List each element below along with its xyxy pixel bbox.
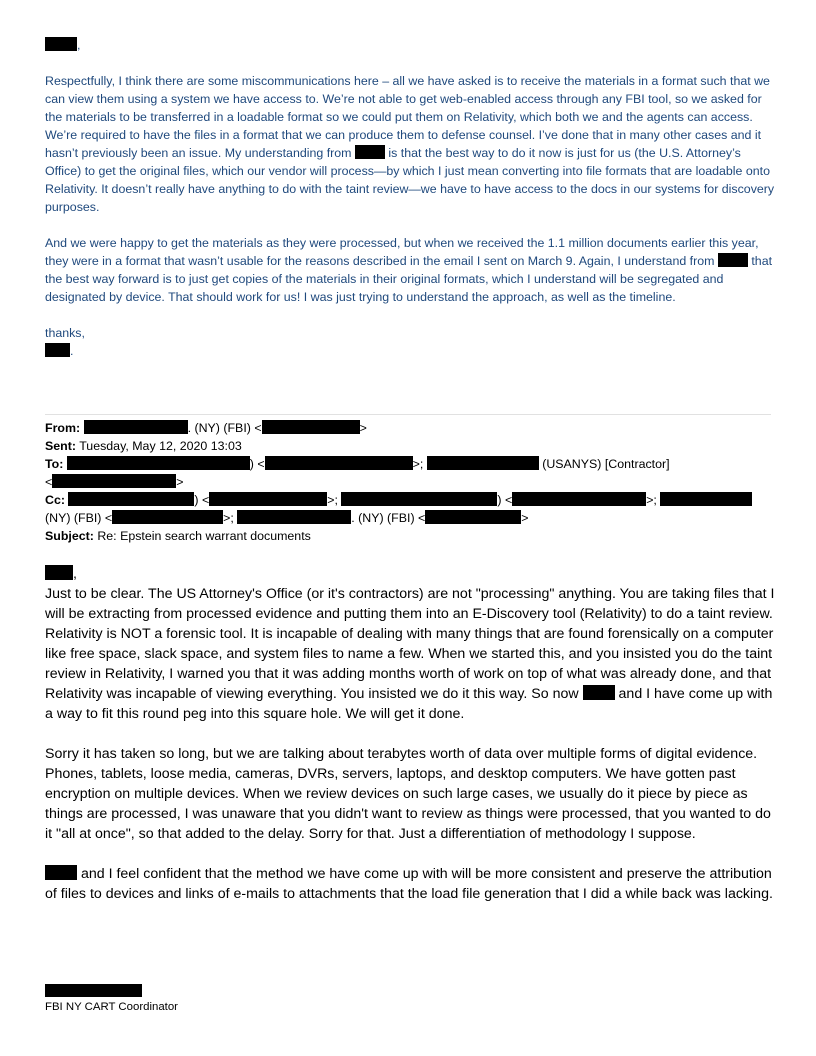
to-row: To: ) < >; (USANYS) [Contractor] <box>45 457 670 471</box>
separator-line <box>45 414 771 415</box>
original-paragraph-1: Just to be clear. The US Attorney's Office (or it's contractors) are not "processing" anything. You are taking files that I will be extracting from processed evidence and putting them into an E-Discovery tool (Relativity) to do a taint review. <box>45 586 775 622</box>
redaction-bar <box>67 456 250 470</box>
redaction-bar <box>265 456 413 470</box>
redaction-bar <box>512 492 646 506</box>
redaction-bar <box>45 865 77 880</box>
reply-paragraph-2: And we were happy to get the materials as they were processed, but when we received the 1.1 million documents earlier this year, they were in a format that wasn’t usable for the reasons described in the email I sent on March 9. Again, I understand from that the best way forward is to just get copies of the materials in their original formats, which I understand will be segregated and designated by device. That should work for us! I was just trying to understand the approach, as well as the timeline. <box>45 236 773 304</box>
redaction-bar <box>262 420 360 434</box>
cc-row: Cc: ) < >; ) < >; <box>45 491 775 509</box>
email-header <box>45 419 775 545</box>
sent-row: Sent: Tuesday, May 12, 2020 13:03 <box>45 439 242 453</box>
redaction-bar <box>237 510 351 524</box>
from-row: From: . (NY) (FBI) < > <box>45 421 367 435</box>
reply-closing: thanks, <box>45 326 85 340</box>
reply-greeting: , <box>45 36 775 54</box>
redaction-bar <box>341 492 497 506</box>
redaction-bar <box>45 984 142 997</box>
reply-email-body <box>45 36 775 360</box>
redaction-bar <box>660 492 752 506</box>
redaction-bar <box>84 420 188 434</box>
redaction-bar <box>45 343 70 357</box>
redaction-bar <box>718 253 748 267</box>
original-paragraph-3: Sorry it has taken so long, but we are talking about terabytes worth of data over multiple forms of digital evidence. Phones, tablets, loose media, cameras, DVRs, servers, laptops, and desktop computers. We have gotten past encryption on multiple devices. When we review devices on such large cases, we usually do it piece by piece as things are processed, I was unaware that you didn't want to review as things were processed, that you wanted to do it "all at once", so that added to the delay. Sorry for that. Just a differentiation of methodology I suppose. <box>45 746 771 842</box>
redaction-bar <box>68 492 194 506</box>
reply-signoff: . <box>45 342 775 360</box>
redaction-bar <box>45 37 77 51</box>
redaction-bar <box>45 565 73 580</box>
original-email-body <box>45 564 780 924</box>
to-row-continued: < > <box>45 475 184 489</box>
cc-row-continued: (NY) (FBI) < >; . (NY) (FBI) < > <box>45 511 529 525</box>
original-paragraph-4: and I feel confident that the method we have come up with will be more consistent and preserve the attribution of files to devices and links of e-mails to attachments that the load file generation that I did a while back was lacking. <box>45 866 773 902</box>
redaction-bar <box>425 510 521 524</box>
redaction-bar <box>355 145 385 159</box>
original-greeting: , <box>45 564 780 584</box>
subject-row: Subject: Re: Epstein search warrant documents <box>45 529 311 543</box>
signature-block <box>45 984 178 1015</box>
redaction-bar <box>112 510 223 524</box>
signature-title: FBI NY CART Coordinator <box>45 1001 178 1013</box>
reply-paragraph-1: Respectfully, I think there are some miscommunications here – all we have asked is to receive the materials in a format such that we can view them using a system we have access to. We’re not able to get web-enabled access through any FBI tool, so we asked for the materials to be transferred in a loadable format so we could put them on Relativity, which both we and the agents can access. We’re required to have the files in a format that we can produce them to defense counsel. I’ve done that in many other cases and it hasn’t previously been an issue. My understanding from is that the best way to do it now is just for us (the U.S. Attorney’s Office) to get the original files, which our vendor will process—by which I just mean converting into file formats that are loadable onto Relativity. It doesn’t really have anything to do with the taint review—we have to have access to the docs in our systems for discovery purposes. <box>45 74 775 214</box>
redaction-bar <box>583 685 615 700</box>
redaction-bar <box>209 492 327 506</box>
original-paragraph-2: Relativity is NOT a forensic tool. It is incapable of dealing with many things that are found forensically on a computer like free space, slack space, and system files to name a few. When we started this, and you insisted you do the taint review in Relativity, I warned you that it was adding months worth of work on top of what was already done, and that Relativity was incapable of viewing everything. You insisted we do it this way. So now and I have come up with a way to fit this round peg into this square hole. We will get it done. <box>45 626 774 722</box>
redaction-bar <box>52 474 176 488</box>
redaction-bar <box>427 456 539 470</box>
